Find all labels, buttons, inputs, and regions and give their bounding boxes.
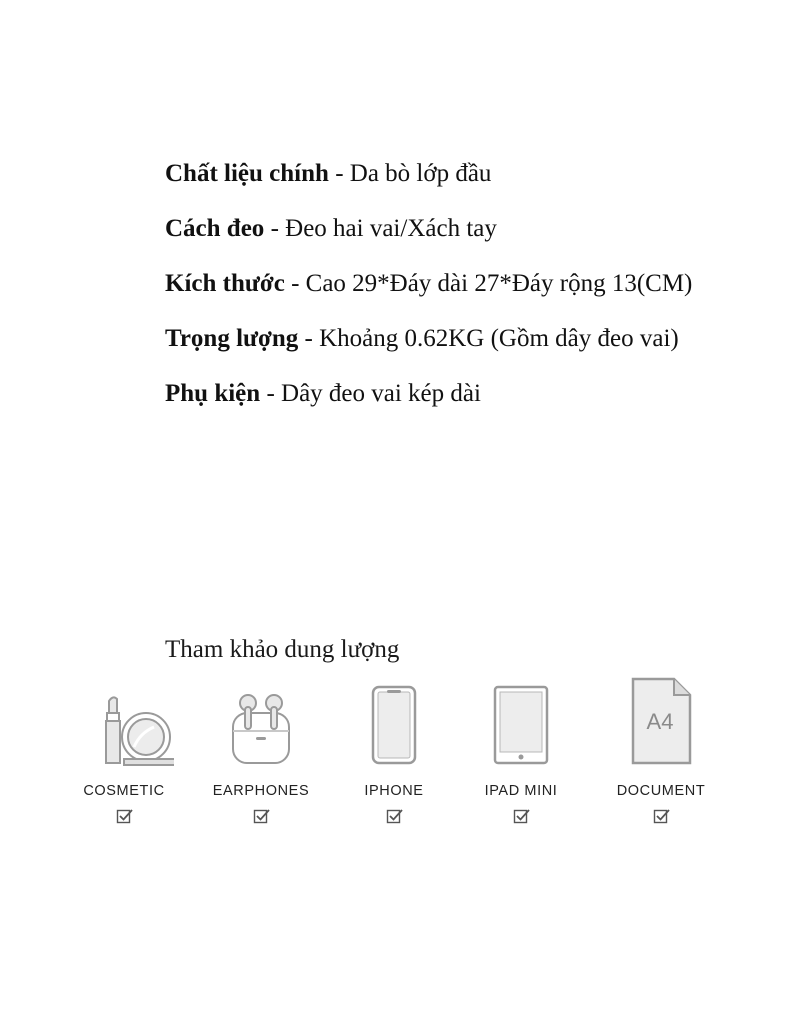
- spec-row-weight: [165, 315, 765, 370]
- capacity-item-document: [596, 675, 726, 835]
- capacity-items: [0, 675, 790, 835]
- spec-label: Chất liệu chính: [165, 160, 329, 187]
- checkbox-checked-icon: [653, 807, 671, 825]
- earphones-icon: [196, 675, 326, 770]
- spec-value: - Dây đeo vai kép dài: [260, 380, 481, 407]
- item-label: EARPHONES: [212, 783, 310, 799]
- spec-row-carry-style: [165, 205, 765, 260]
- spec-label: Kích thước: [165, 270, 285, 297]
- item-label: DOCUMENT: [616, 783, 706, 799]
- checkbox-checked-icon: [116, 807, 134, 825]
- spec-label: Cách đeo: [165, 215, 265, 242]
- item-label: IPHONE: [364, 783, 424, 799]
- spec-value: - Khoảng 0.62KG (Gồm dây đeo vai): [298, 325, 679, 352]
- spec-row-dimensions: [165, 260, 765, 315]
- checkbox-checked-icon: [513, 807, 531, 825]
- iphone-icon: [329, 675, 459, 770]
- ipad-mini-icon: [456, 675, 586, 770]
- capacity-title: Tham khảo dung lượng: [165, 636, 400, 663]
- checkbox-checked-icon: [386, 807, 404, 825]
- document-icon-text: A4: [646, 709, 674, 734]
- item-label: IPAD MINI: [484, 783, 558, 799]
- capacity-item-iphone: [329, 675, 459, 835]
- capacity-item-ipad-mini: [456, 675, 586, 835]
- spec-row-material: [165, 150, 765, 205]
- cosmetic-icon: [59, 675, 189, 770]
- spec-row-accessories: [165, 370, 765, 425]
- item-label: COSMETIC: [83, 783, 165, 799]
- spec-label: Trọng lượng: [165, 325, 299, 352]
- spec-value: - Cao 29*Đáy dài 27*Đáy rộng 13(CM): [284, 270, 693, 297]
- document-icon: [596, 675, 726, 770]
- spec-value: - Da bò lớp đầu: [328, 160, 492, 187]
- spec-value: - Đeo hai vai/Xách tay: [264, 215, 497, 242]
- spec-list: [165, 150, 765, 425]
- capacity-item-cosmetic: [59, 675, 189, 835]
- spec-label: Phụ kiện: [165, 380, 261, 407]
- checkbox-checked-icon: [253, 807, 271, 825]
- capacity-item-earphones: [196, 675, 326, 835]
